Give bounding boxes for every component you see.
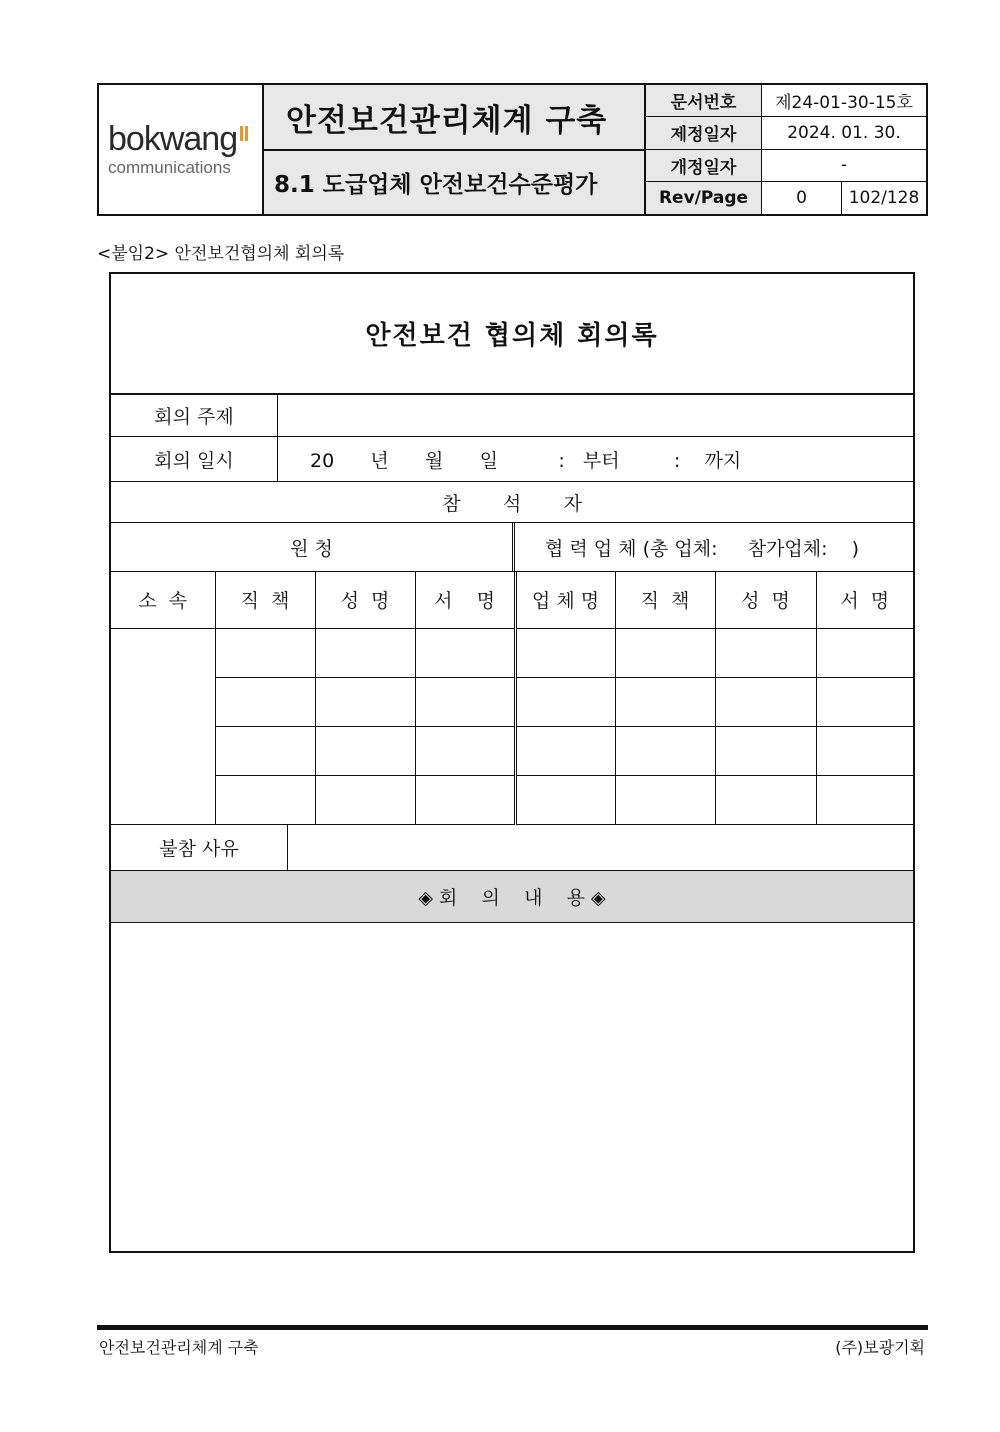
table-cell[interactable] [715, 775, 816, 824]
logo-wordmark: bokwang [108, 120, 238, 158]
title-block [264, 85, 646, 214]
table-cell[interactable] [515, 677, 615, 726]
table-cell[interactable] [315, 775, 415, 824]
col-signature: 서 명 [415, 572, 515, 628]
table-cell[interactable] [515, 726, 615, 775]
attachment-label: <붙임2> 안전보건협의체 회의록 [97, 244, 345, 264]
date-field[interactable]: 20 년 월 일 : 부터 : 까지 [310, 449, 742, 472]
table-row [111, 677, 913, 726]
document-meta [646, 85, 926, 214]
col-affiliation: 소 속 [111, 572, 215, 628]
document-subtitle: 8.1 도급업체 안전보건수준평가 [274, 172, 598, 198]
col-name: 성 명 [315, 572, 415, 628]
table-cell[interactable] [715, 628, 816, 677]
created-value: 2024. 01. 30. [762, 117, 926, 149]
table-cell[interactable] [415, 726, 515, 775]
attendee-groups-row [111, 523, 913, 572]
table-cell[interactable] [615, 677, 715, 726]
table-cell[interactable] [415, 677, 515, 726]
table-cell[interactable] [615, 628, 715, 677]
table-row [111, 726, 913, 775]
col-contractor-position: 직 책 [615, 572, 715, 628]
document-header [97, 83, 928, 216]
doc-no-value: 제24-01-30-15호 [762, 85, 926, 117]
table-header-row [111, 572, 913, 628]
table-row [111, 775, 913, 824]
table-row [111, 628, 913, 677]
table-cell[interactable] [715, 726, 816, 775]
table-cell[interactable] [615, 775, 715, 824]
company-logo [99, 85, 264, 214]
topic-field[interactable] [278, 395, 913, 436]
topic-label: 회의 주제 [111, 395, 278, 436]
footer-company: (주)보광기획 [835, 1338, 925, 1357]
absence-row [111, 824, 913, 871]
table-cell[interactable] [515, 775, 615, 824]
table-cell[interactable] [315, 726, 415, 775]
content-heading [111, 871, 913, 923]
table-cell[interactable] [215, 726, 315, 775]
table-cell[interactable] [415, 775, 515, 824]
rev-value: 0 [762, 182, 842, 214]
col-contractor-name: 성 명 [715, 572, 816, 628]
date-row [111, 437, 913, 482]
table-cell[interactable] [215, 775, 315, 824]
table-cell[interactable] [816, 628, 913, 677]
attendee-table [111, 572, 913, 825]
content-area[interactable] [111, 923, 913, 1251]
table-cell[interactable] [315, 628, 415, 677]
form-title: 안전보건 협의체 회의록 [111, 274, 913, 395]
table-cell[interactable] [816, 726, 913, 775]
doc-no-label: 문서번호 [646, 85, 762, 117]
content-label: ◈ 회 의 내 용 ◈ [418, 887, 606, 909]
table-cell[interactable] [515, 628, 615, 677]
logo-bars-icon [240, 126, 248, 141]
client-group-label: 원 청 [111, 523, 515, 571]
attendees-heading [111, 482, 913, 523]
footer-divider [97, 1325, 928, 1330]
revised-label: 개정일자 [646, 150, 762, 182]
table-cell[interactable] [816, 677, 913, 726]
col-position: 직 책 [215, 572, 315, 628]
table-cell[interactable] [215, 677, 315, 726]
created-label: 제정일자 [646, 117, 762, 149]
absence-field[interactable] [288, 824, 913, 870]
table-cell[interactable] [816, 775, 913, 824]
revised-value: - [762, 150, 926, 182]
logo-subtitle: communications [108, 158, 231, 177]
absence-label: 불참 사유 [111, 824, 288, 870]
table-cell[interactable] [315, 677, 415, 726]
col-company-name: 업 체 명 [515, 572, 615, 628]
page-value: 102/128 [848, 187, 920, 208]
document-title: 안전보건관리체계 구축 [264, 85, 644, 151]
table-cell[interactable] [715, 677, 816, 726]
topic-row [111, 395, 913, 437]
table-cell[interactable] [215, 628, 315, 677]
attendees-label: 참 석 자 [442, 492, 582, 515]
meeting-minutes-form [109, 272, 915, 1253]
affiliation-cell[interactable] [111, 628, 215, 824]
contractor-group-label: 협 력 업 체 (총 업체: 참가업체: ) [545, 537, 860, 560]
date-label: 회의 일시 [111, 437, 278, 481]
table-cell[interactable] [615, 726, 715, 775]
revpage-label: Rev/Page [646, 182, 762, 214]
col-contractor-signature: 서 명 [816, 572, 913, 628]
table-cell[interactable] [415, 628, 515, 677]
footer-title: 안전보건관리체계 구축 [99, 1338, 259, 1357]
